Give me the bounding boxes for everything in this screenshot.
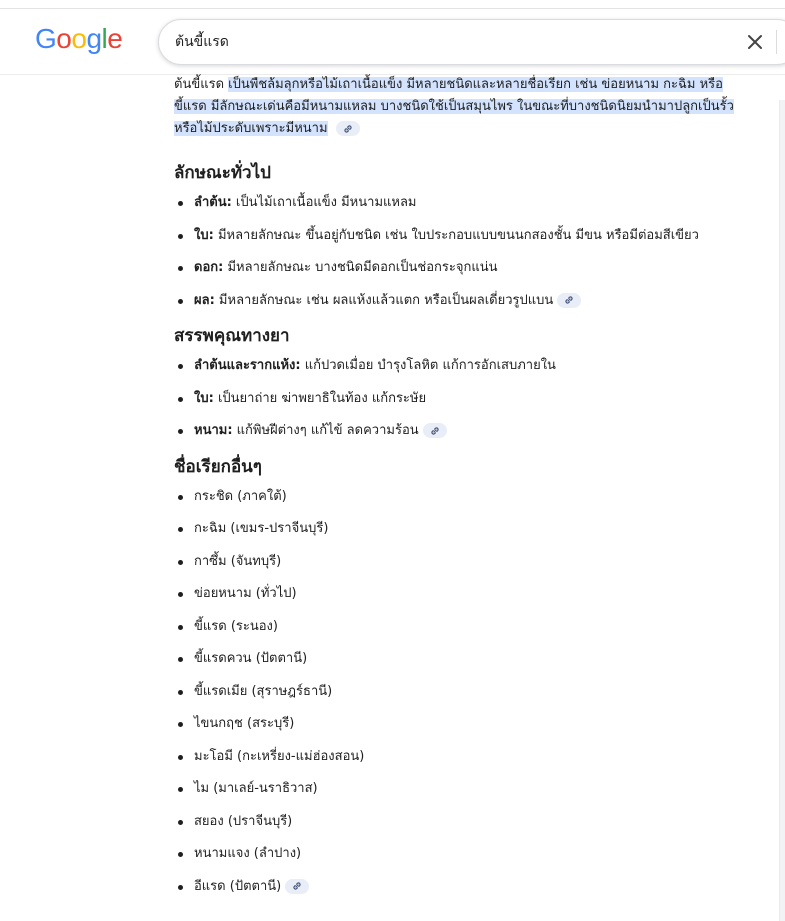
list-item: ขี้แรดควน (ปัตตานี)	[194, 650, 744, 668]
section-title-medicinal: สรรพคุณทางยา	[174, 326, 290, 346]
list-item	[194, 227, 744, 245]
section-title-characteristics: ลักษณะทั่วไป	[174, 163, 271, 183]
list-item: หนามแจง (ลำปาง)	[194, 845, 744, 863]
scrollbar-track[interactable]	[779, 100, 785, 921]
source-link-button[interactable]	[557, 293, 581, 308]
list-item: ไม (มาเลย์-นราธิวาส)	[194, 780, 744, 798]
list-item: กะฉิม (เขมร-ปราจีนบุรี)	[194, 520, 744, 538]
list-item: สยอง (ปราจีนบุรี)	[194, 813, 744, 831]
source-link-button[interactable]	[285, 879, 309, 894]
logo-letter: e	[107, 23, 123, 54]
search-divider	[776, 30, 777, 54]
list-item: ข่อยหนาม (ทั่วไป)	[194, 585, 744, 603]
list-item: กาซึ้ม (จันทบุรี)	[194, 553, 744, 571]
list-item	[194, 259, 744, 277]
item-desc: มีหลายลักษณะ บางชนิดมีดอกเป็นช่อกระจุกแน่น	[223, 260, 498, 275]
item-term: ลำต้นและรากแห้ง:	[194, 358, 301, 373]
logo-letter: g	[86, 23, 102, 54]
item-desc: เป็นไม้เถาเนื้อแข็ง มีหนามแหลม	[231, 195, 417, 210]
clear-search-button[interactable]	[744, 31, 766, 53]
item-desc: เป็นยาถ่าย ฆ่าพยาธิในท้อง แก้กระษัย	[213, 390, 427, 406]
close-icon	[747, 34, 763, 50]
source-link-button[interactable]	[423, 423, 447, 438]
link-icon	[292, 881, 302, 891]
list-item: กระชิด (ภาคใต้)	[194, 488, 744, 506]
search-header	[0, 9, 785, 75]
item-term: ดอก:	[194, 260, 224, 275]
list-item	[194, 292, 744, 310]
logo-letter: o	[71, 23, 87, 54]
item-desc: แก้พิษฝีต่างๆ แก้ไข้ ลดความร้อน	[232, 423, 419, 438]
list-item: ขี้แรดเมีย (สุราษฎร์ธานี)	[194, 683, 744, 701]
link-icon	[564, 295, 574, 305]
overview-subject: ต้นขี้แรด	[174, 77, 225, 92]
item-term: ผล:	[194, 292, 215, 308]
link-icon	[430, 426, 440, 436]
list-item: มะโอมี (กะเหรี่ยง-แม่ฮ่องสอน)	[194, 748, 744, 766]
item-desc: แก้ปวดเมื่อย บำรุงโลหิต แก้การอักเสบภายใน	[300, 358, 556, 373]
logo-letter: o	[56, 23, 72, 54]
medicinal-list	[174, 357, 744, 440]
google-logo[interactable]	[35, 23, 122, 55]
overview-intro	[174, 74, 744, 140]
link-icon	[343, 124, 353, 134]
list-item	[194, 194, 744, 212]
item-text: อีแรด (ปัตตานี)	[194, 878, 282, 894]
item-desc: มีหลายลักษณะ ขึ้นอยู่กับชนิด เช่น ใบประกอบแบบขนนกสองชั้น มีขน หรือมีต่อมสีเขียว	[213, 227, 699, 243]
ai-overview	[174, 74, 744, 910]
source-link-button[interactable]	[336, 121, 360, 136]
item-term: หนาม:	[194, 423, 233, 438]
list-item: ขี้แรด (ระนอง)	[194, 618, 744, 636]
list-item: ไขนกฤช (สระบุรี)	[194, 715, 744, 733]
section-title-other-names: ชื่อเรียกอื่นๆ	[174, 456, 262, 477]
list-item	[194, 357, 744, 375]
list-item	[194, 422, 744, 440]
characteristics-list	[174, 194, 744, 310]
logo-letter: l	[101, 23, 108, 54]
list-item	[194, 878, 744, 896]
item-term: ใบ:	[194, 227, 214, 243]
overview-highlighted-text: เป็นพืชล้มลุกหรือไม้เถาเนื้อแข็ง มีหลายชนิดและหลายชื่อเรียก เช่น ข่อยหนาม กะฉิม หรือขี้แรด มีลักษณะเด่นคือมีหนามแหลม บางชนิดใช้เป็นสมุนไพร ในขณะที่บางชนิดนิยมนำมาปลูกเป็นรั้วหรือไม้ประดับเพราะมีหนาม	[174, 77, 734, 136]
logo-letter: G	[35, 23, 57, 54]
list-item	[194, 390, 744, 408]
search-box	[158, 19, 785, 65]
other-names-list	[174, 488, 744, 896]
item-term: ใบ:	[194, 390, 214, 406]
item-term: ลำต้น:	[194, 195, 232, 210]
item-desc: มีหลายลักษณะ เช่น ผลแห้งแล้วแตก หรือเป็นผลเดี่ยวรูปแบน	[214, 292, 554, 308]
search-input[interactable]	[175, 20, 735, 64]
